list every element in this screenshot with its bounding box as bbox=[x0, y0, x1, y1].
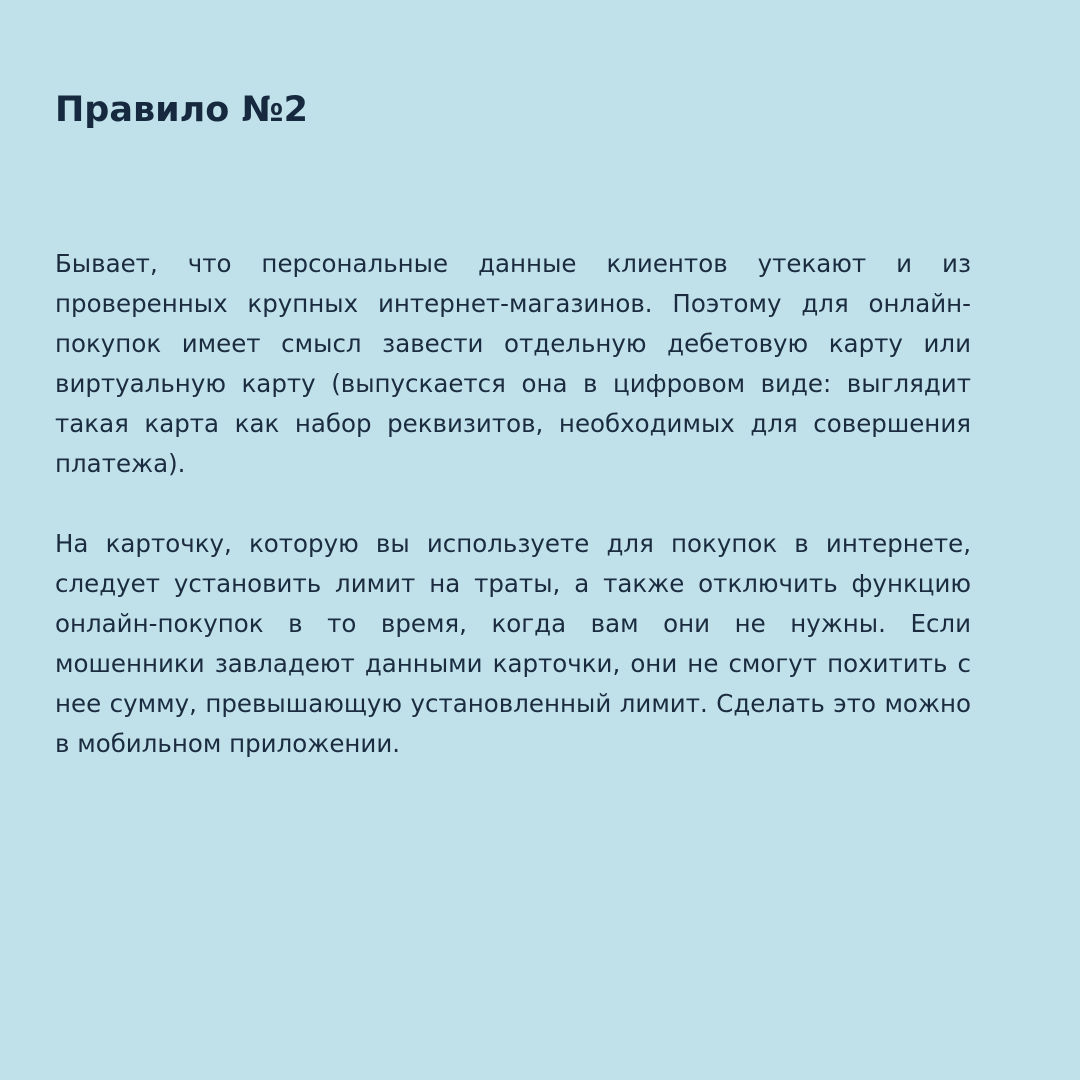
paragraph-2: На карточку, которую вы используете для покупок в интернете, следует установить лимит на траты, а также отключить функцию онлайн-покупок в то время, когда вам они не нужны. Если мошенники завладеют данными карточки, они не смогут похитить с нее сумму, превышающую установленный лимит. Сделать это можно в мобильном приложении. bbox=[55, 529, 971, 758]
paragraph-1: Бывает, что персональные данные клиентов утекают и из проверенных крупных интернет-магазинов. Поэтому для онлайн-покупок имеет смысл завести отдельную дебетовую карту или виртуальную карту (выпускается она в цифровом виде: выглядит такая карта как набор реквизитов, необходимых для совершения платежа). bbox=[55, 249, 971, 478]
slide-title: Правило №2 bbox=[55, 90, 308, 130]
body-text bbox=[55, 244, 971, 764]
